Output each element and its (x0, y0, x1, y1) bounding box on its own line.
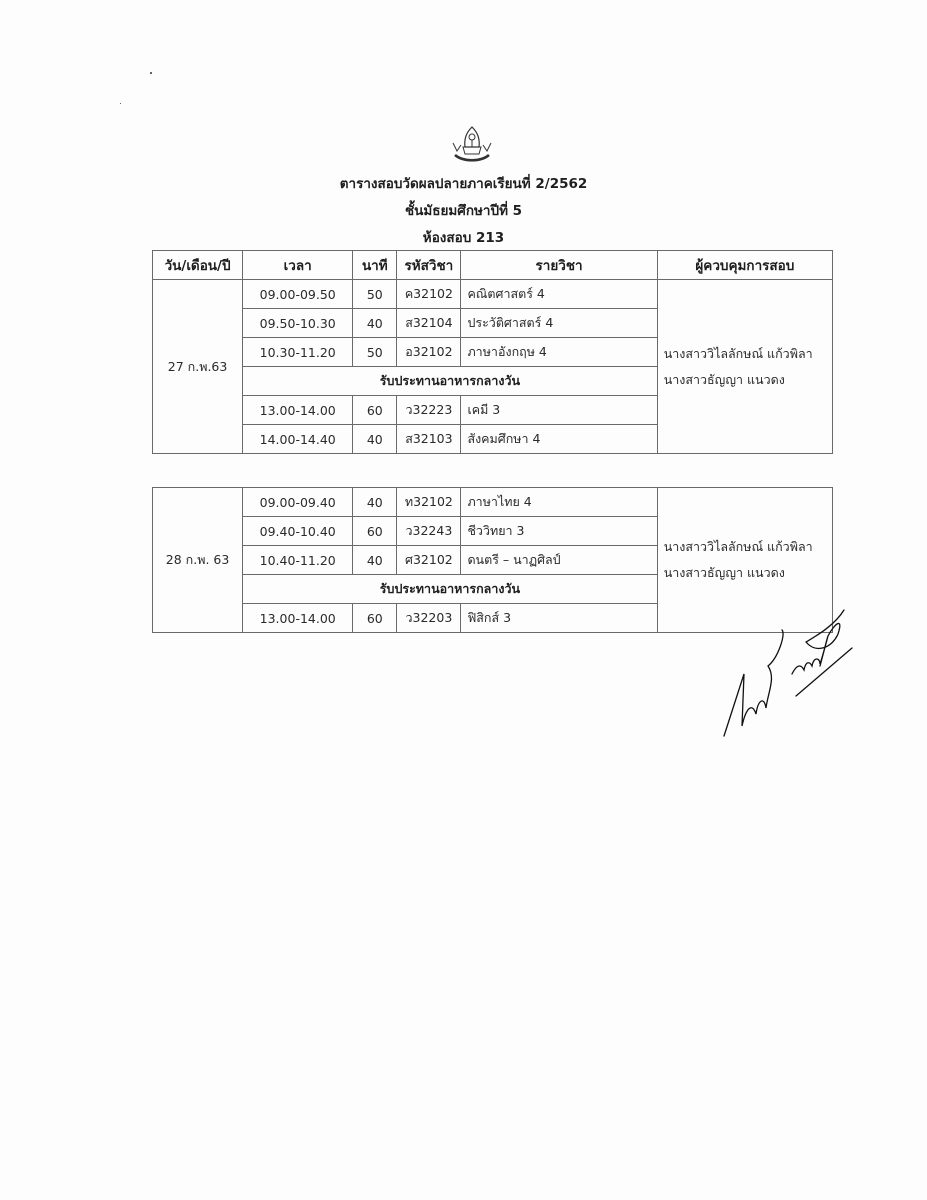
subject-cell: คณิตศาสตร์ 4 (461, 280, 657, 309)
page-title: ตารางสอบวัดผลปลายภาคเรียนที่ 2/2562 (339, 176, 588, 192)
table-row (153, 280, 833, 309)
minutes-cell: 50 (353, 280, 397, 309)
signature-icon (716, 596, 856, 746)
code-cell: อ32102 (397, 338, 461, 367)
code-cell: ว32243 (397, 517, 461, 546)
code-cell: ส32104 (397, 309, 461, 338)
minutes-cell: 40 (353, 488, 397, 517)
minutes-cell: 60 (353, 396, 397, 425)
proctor-cell (657, 280, 832, 454)
code-cell: ท32102 (397, 488, 461, 517)
time-cell: 13.00-14.00 (243, 396, 353, 425)
date-cell: 28 ก.พ. 63 (153, 488, 243, 633)
time-cell: 10.30-11.20 (243, 338, 353, 367)
code-cell: ว32203 (397, 604, 461, 633)
header-proctor: ผู้ควบคุมการสอบ (657, 251, 832, 280)
minutes-cell: 40 (353, 546, 397, 575)
time-cell: 13.00-14.00 (243, 604, 353, 633)
time-cell: 10.40-11.20 (243, 546, 353, 575)
table-row (153, 488, 833, 517)
grade-level: ชั้นมัธยมศึกษาปีที่ 5 (404, 203, 523, 219)
proctor-name: นางสาววิไลลักษณ์ แก้วพิลา (663, 345, 813, 361)
header-date: วัน/เดือน/ปี (153, 251, 243, 280)
time-cell: 09.00-09.40 (243, 488, 353, 517)
time-cell: 09.40-10.40 (243, 517, 353, 546)
subject-cell: ชีววิทยา 3 (461, 517, 657, 546)
proctor-name: นางสาวธัญญา แนวดง (663, 371, 785, 387)
lunch-break: รับประทานอาหารกลางวัน (243, 575, 658, 604)
time-cell: 09.00-09.50 (243, 280, 353, 309)
header-minutes: นาที (353, 251, 397, 280)
exam-table-day-1 (152, 250, 833, 454)
code-cell: ศ32102 (397, 546, 461, 575)
header-subject: รายวิชา (461, 251, 657, 280)
minutes-cell: 40 (353, 309, 397, 338)
scan-speck (120, 103, 121, 104)
subject-cell: ประวัติศาสตร์ 4 (461, 309, 657, 338)
lunch-break: รับประทานอาหารกลางวัน (243, 367, 658, 396)
code-cell: ค32102 (397, 280, 461, 309)
code-cell: ส32103 (397, 425, 461, 454)
subject-cell: ดนตรี – นาฏศิลป์ (461, 546, 657, 575)
subject-cell: ภาษาอังกฤษ 4 (461, 338, 657, 367)
time-cell: 09.50-10.30 (243, 309, 353, 338)
table-header-row (153, 251, 833, 280)
minutes-cell: 50 (353, 338, 397, 367)
minutes-cell: 40 (353, 425, 397, 454)
exam-room: ห้องสอบ 213 (422, 230, 505, 246)
proctor-name: นางสาวธัญญา แนวดง (663, 565, 785, 580)
header-code: รหัสวิชา (397, 251, 461, 280)
minutes-cell: 60 (353, 517, 397, 546)
subject-cell: สังคมศึกษา 4 (461, 425, 657, 454)
time-cell: 14.00-14.40 (243, 425, 353, 454)
subject-cell: ฟิสิกส์ 3 (461, 604, 657, 633)
subject-cell: เคมี 3 (461, 396, 657, 425)
scan-speck (150, 72, 152, 74)
header-time: เวลา (243, 251, 353, 280)
minutes-cell: 60 (353, 604, 397, 633)
school-emblem-icon (449, 125, 495, 165)
proctor-name: นางสาววิไลลักษณ์ แก้วพิลา (663, 539, 813, 554)
code-cell: ว32223 (397, 396, 461, 425)
subject-cell: ภาษาไทย 4 (461, 488, 657, 517)
date-cell: 27 ก.พ.63 (153, 280, 243, 454)
